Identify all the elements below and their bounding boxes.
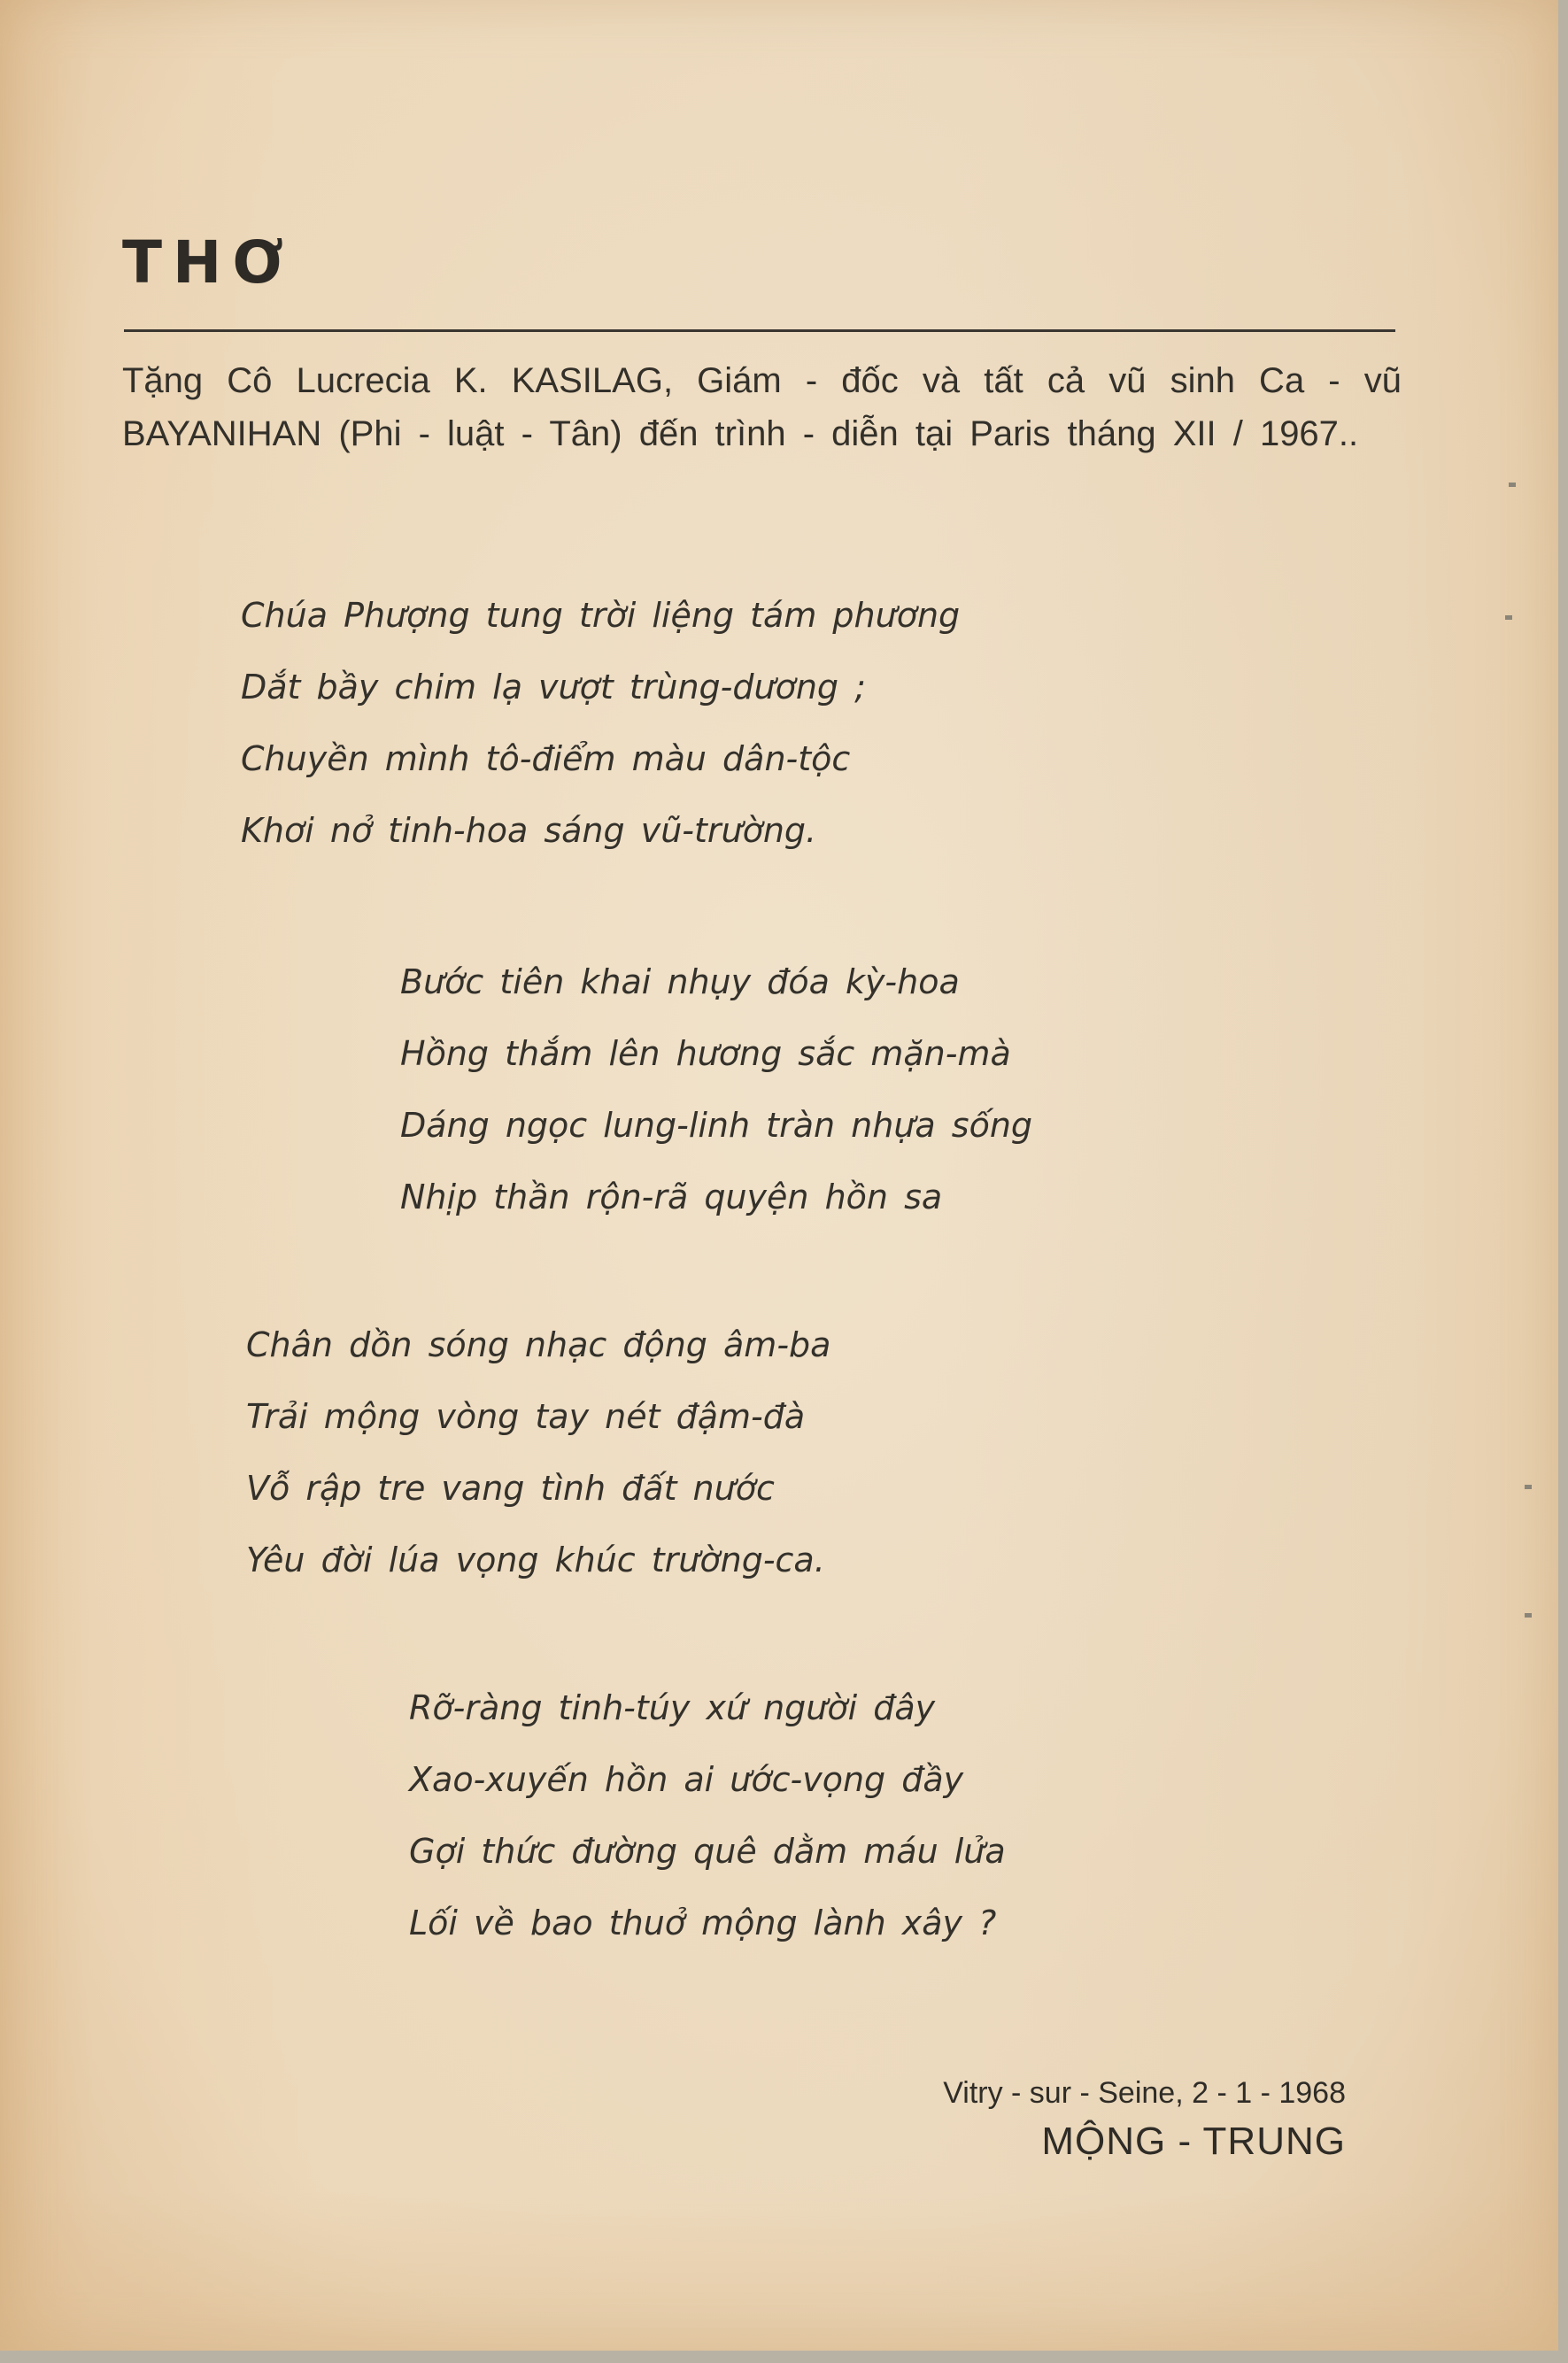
verse-line: Dáng ngọc lung-linh tràn nhựa sống xyxy=(400,1106,1033,1145)
dedication-line-2: BAYANIHAN (Phi - luật - Tân) đến trình - diễn tại Paris tháng XII / 1967.. xyxy=(122,414,1359,453)
verse-line: Rỡ-ràng tinh-túy xứ người đây xyxy=(409,1688,936,1727)
paper-shading xyxy=(0,2191,1558,2351)
page-title: THƠ xyxy=(122,228,294,297)
verse-line: Trải mộng vòng tay nét đậm-đà xyxy=(246,1397,806,1436)
verse-line: Nhịp thần rộn-rã quyện hồn sa xyxy=(400,1178,943,1216)
title-divider xyxy=(124,329,1395,332)
poem-stanza-2 xyxy=(400,946,1032,1233)
signature-author: MỘNG - TRUNG xyxy=(1041,2120,1346,2163)
verse-line: Yêu đời lúa vọng khúc trường-ca. xyxy=(246,1541,825,1579)
verse-line: Chúa Phượng tung trời liệng tám phương xyxy=(241,596,961,635)
verse-line: Khơi nở tinh-hoa sáng vũ-trường. xyxy=(241,811,817,850)
verse-line: Lối về bao thuở mộng lành xây ? xyxy=(409,1904,997,1942)
verse-line: Chân dồn sóng nhạc động âm-ba xyxy=(246,1325,831,1364)
signature-place-date: Vitry - sur - Seine, 2 - 1 - 1968 xyxy=(943,2076,1346,2110)
poem-stanza-4 xyxy=(409,1672,1006,1959)
verse-line: Chuyền mình tô-điểm màu dân-tộc xyxy=(241,739,851,778)
verse-line: Bước tiên khai nhụy đóa kỳ-hoa xyxy=(400,962,960,1001)
verse-line: Gợi thức đường quê dằm máu lửa xyxy=(409,1832,1006,1871)
paper-speck xyxy=(1525,1485,1532,1489)
poem-stanza-1 xyxy=(241,580,960,867)
poem-stanza-3 xyxy=(246,1309,830,1596)
verse-line: Dắt bầy chim lạ vượt trùng-dương ; xyxy=(241,668,866,707)
signature-block xyxy=(943,2072,1346,2169)
dedication-line-1: Tặng Cô Lucrecia K. KASILAG, Giám - đốc và tất cả vũ sinh Ca - vũ xyxy=(122,361,1402,400)
paper-speck xyxy=(1525,1613,1532,1618)
verse-line: Hồng thắm lên hương sắc mặn-mà xyxy=(400,1034,1011,1073)
verse-line: Vỗ rập tre vang tình đất nước xyxy=(246,1469,775,1508)
verse-line: Xao-xuyến hồn ai ước-vọng đầy xyxy=(409,1760,964,1799)
paper-speck xyxy=(1505,615,1512,620)
dedication xyxy=(122,354,1402,460)
paper-speck xyxy=(1509,483,1516,487)
